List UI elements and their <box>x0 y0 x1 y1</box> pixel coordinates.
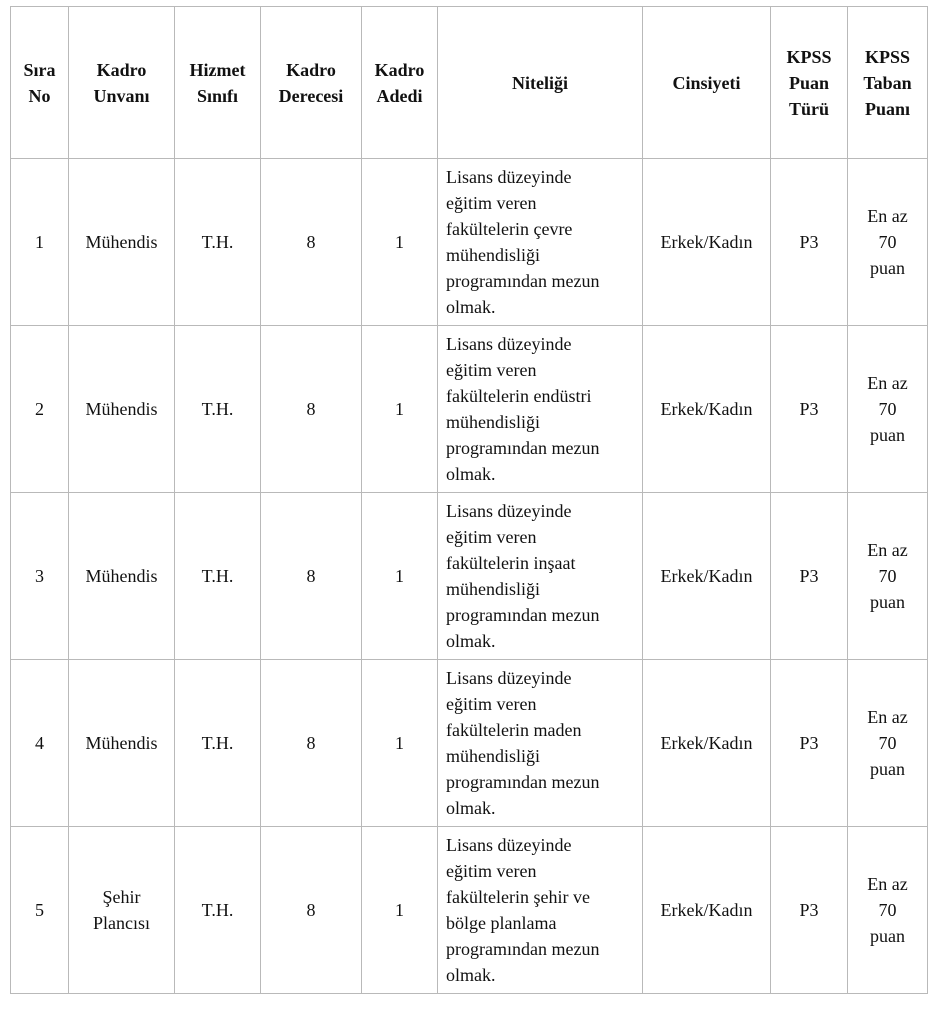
cell-kpss-taban-puani: En az 70 puan <box>848 326 928 493</box>
table-row <box>11 493 928 660</box>
table-row <box>11 326 928 493</box>
table-row <box>11 827 928 994</box>
cell-niteligi: Lisans düzeyinde eğitim veren fakültelerin şehir ve bölge planlama programından mezun olmak. <box>438 827 643 994</box>
cell-cinsiyeti: Erkek/Kadın <box>643 326 771 493</box>
cell-kadro-adedi: 1 <box>362 827 438 994</box>
cell-kadro-unvani: Mühendis <box>69 326 175 493</box>
cell-kadro-derecesi: 8 <box>261 159 362 326</box>
table-row <box>11 660 928 827</box>
cell-niteligi: Lisans düzeyinde eğitim veren fakültelerin inşaat mühendisliği programından mezun olmak. <box>438 493 643 660</box>
cell-cinsiyeti: Erkek/Kadın <box>643 493 771 660</box>
cell-kadro-unvani: Mühendis <box>69 493 175 660</box>
cell-sira-no: 4 <box>11 660 69 827</box>
header-kadro-adedi: Kadro Adedi <box>362 7 438 159</box>
header-cinsiyeti: Cinsiyeti <box>643 7 771 159</box>
header-hizmet-sinifi: Hizmet Sınıfı <box>175 7 261 159</box>
cell-kpss-taban-puani: En az 70 puan <box>848 159 928 326</box>
cell-kpss-puan-turu: P3 <box>771 493 848 660</box>
cell-hizmet-sinifi: T.H. <box>175 827 261 994</box>
cell-niteligi: Lisans düzeyinde eğitim veren fakültelerin çevre mühendisliği programından mezun olmak. <box>438 159 643 326</box>
cell-sira-no: 3 <box>11 493 69 660</box>
cell-kadro-derecesi: 8 <box>261 326 362 493</box>
kadro-table <box>10 6 928 994</box>
header-niteligi: Niteliği <box>438 7 643 159</box>
cell-niteligi: Lisans düzeyinde eğitim veren fakültelerin endüstri mühendisliği programından mezun olmak. <box>438 326 643 493</box>
cell-kpss-puan-turu: P3 <box>771 159 848 326</box>
cell-niteligi: Lisans düzeyinde eğitim veren fakültelerin maden mühendisliği programından mezun olmak. <box>438 660 643 827</box>
cell-hizmet-sinifi: T.H. <box>175 159 261 326</box>
cell-kadro-unvani: Mühendis <box>69 660 175 827</box>
table-body <box>11 159 928 994</box>
cell-hizmet-sinifi: T.H. <box>175 326 261 493</box>
cell-cinsiyeti: Erkek/Kadın <box>643 159 771 326</box>
cell-kadro-derecesi: 8 <box>261 827 362 994</box>
table-row <box>11 159 928 326</box>
cell-kadro-adedi: 1 <box>362 326 438 493</box>
cell-kpss-puan-turu: P3 <box>771 827 848 994</box>
cell-kadro-adedi: 1 <box>362 159 438 326</box>
cell-sira-no: 2 <box>11 326 69 493</box>
cell-cinsiyeti: Erkek/Kadın <box>643 827 771 994</box>
header-kpss-taban-puani: KPSS Taban Puanı <box>848 7 928 159</box>
cell-kpss-taban-puani: En az 70 puan <box>848 827 928 994</box>
header-sira-no: Sıra No <box>11 7 69 159</box>
header-kpss-puan-turu: KPSS Puan Türü <box>771 7 848 159</box>
cell-kadro-adedi: 1 <box>362 660 438 827</box>
cell-hizmet-sinifi: T.H. <box>175 660 261 827</box>
header-kadro-derecesi: Kadro Derecesi <box>261 7 362 159</box>
cell-kpss-puan-turu: P3 <box>771 660 848 827</box>
cell-kadro-adedi: 1 <box>362 493 438 660</box>
cell-sira-no: 1 <box>11 159 69 326</box>
cell-kadro-unvani: Şehir Plancısı <box>69 827 175 994</box>
cell-kadro-unvani: Mühendis <box>69 159 175 326</box>
cell-kpss-taban-puani: En az 70 puan <box>848 660 928 827</box>
table-header-row <box>11 7 928 159</box>
cell-hizmet-sinifi: T.H. <box>175 493 261 660</box>
cell-sira-no: 5 <box>11 827 69 994</box>
cell-kadro-derecesi: 8 <box>261 493 362 660</box>
header-kadro-unvani: Kadro Unvanı <box>69 7 175 159</box>
cell-kpss-puan-turu: P3 <box>771 326 848 493</box>
cell-kpss-taban-puani: En az 70 puan <box>848 493 928 660</box>
cell-kadro-derecesi: 8 <box>261 660 362 827</box>
cell-cinsiyeti: Erkek/Kadın <box>643 660 771 827</box>
